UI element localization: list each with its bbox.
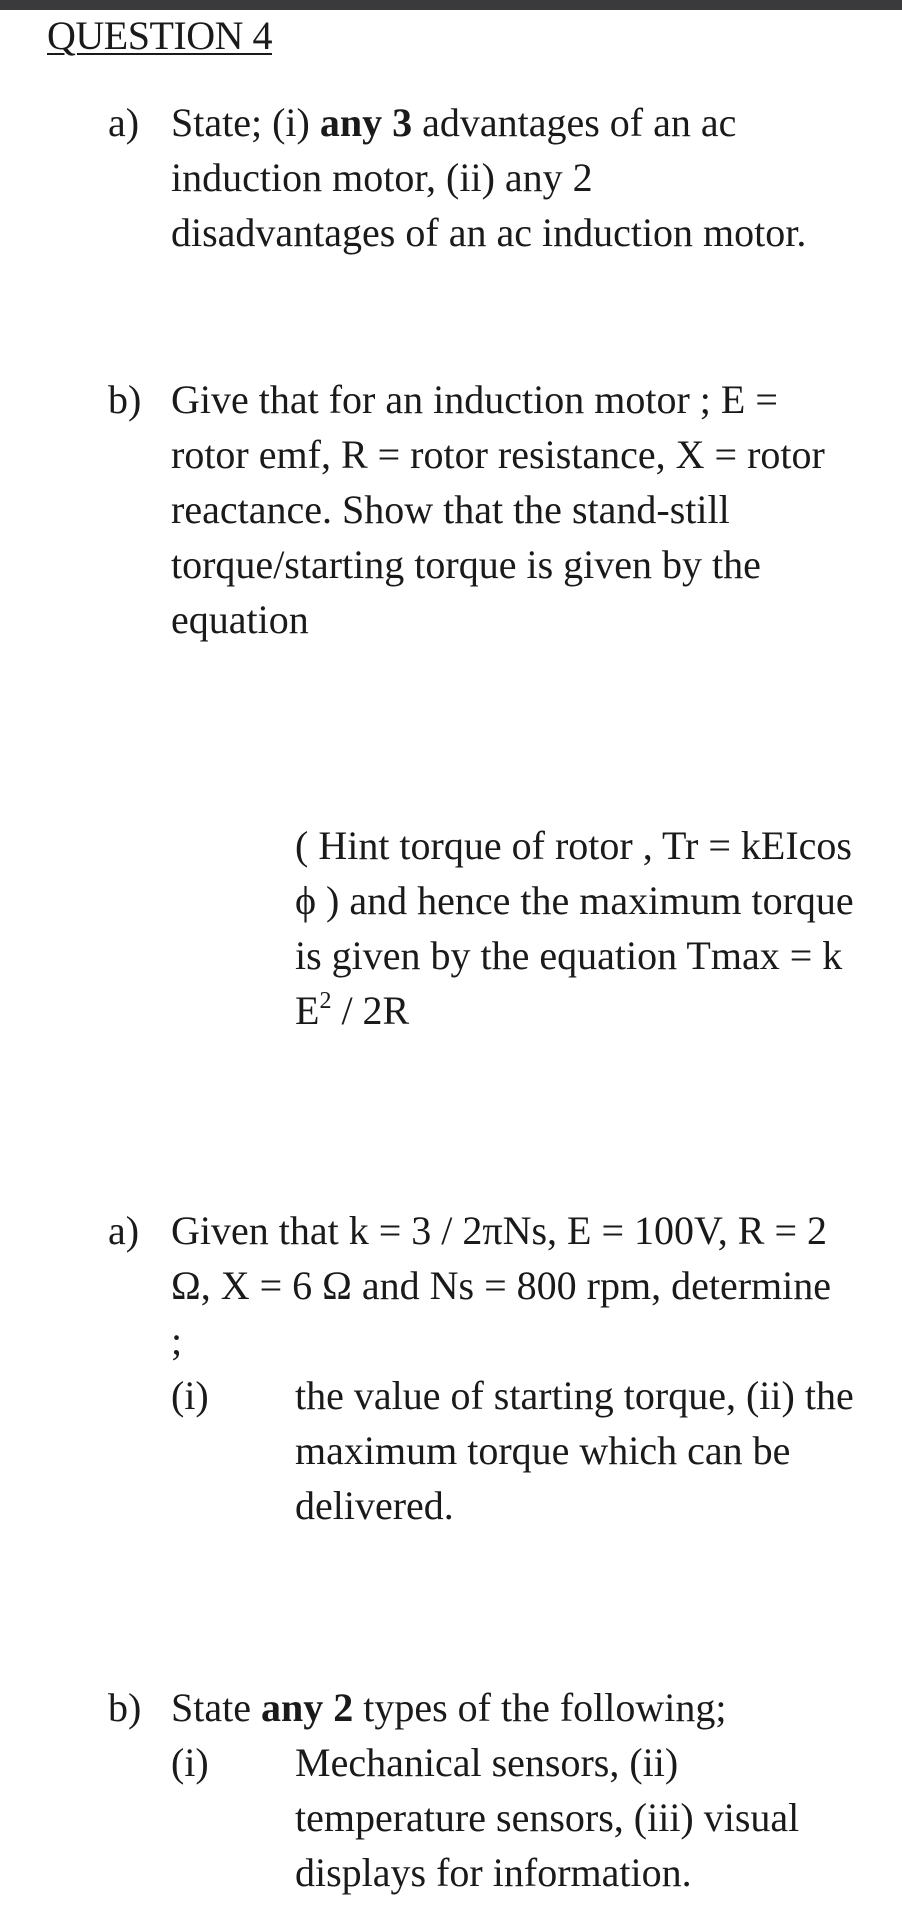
question-heading: QUESTION 4 (47, 13, 272, 58)
part-b2-subitem (171, 1735, 868, 1900)
hint-text: ( Hint torque of rotor , Tr = kEIcos ϕ ) and hence the maximum torque is given by the equation Tmax = k E (295, 823, 854, 1033)
hint-block (295, 818, 855, 1038)
part-b2-sub-label: (i) (171, 1740, 209, 1785)
hint-tail: / 2R (331, 988, 410, 1033)
part-a-text-pre: State; (i) (171, 100, 320, 145)
hint-superscript: 2 (319, 988, 332, 1014)
part-a-calculation (108, 1203, 868, 1533)
part-b2-text-pre: State (171, 1685, 261, 1730)
part-b-text: Give that for an induction motor ; E = rotor emf, R = rotor resistance, X = rotor reactance. Show that the stand-still torque/starting torque is given by the equation (171, 377, 825, 642)
part-a2-text: Given that k = 3 / 2πNs, E = 100V, R = 2 Ω, X = 6 Ω and Ns = 800 rpm, determine ; (171, 1208, 832, 1363)
part-b2-text-bold: any 2 (260, 1685, 354, 1730)
part-b2-sub-text: Mechanical sensors, (ii) temperature sensors, (iii) visual displays for information. (295, 1740, 800, 1895)
part-a2-subitem (171, 1368, 868, 1533)
part-b2-label: b) (108, 1685, 142, 1730)
part-a-text-bold: any 3 (319, 100, 413, 145)
part-b2-text-post: types of the following; (353, 1685, 727, 1730)
part-b-torque-derivation (108, 372, 868, 647)
part-a-text-post: advantages of an ac induction motor, (ii) any 2 disadvantages of an ac induction motor. (171, 100, 807, 255)
part-a2-sub-text: the value of starting torque, (ii) the maximum torque which can be delivered. (295, 1373, 854, 1528)
part-b-sensors (108, 1680, 868, 1900)
part-a2-label: a) (108, 1208, 140, 1253)
part-a-text (171, 95, 811, 260)
part-a2-sub-label: (i) (171, 1373, 209, 1418)
part-a-advantages (108, 95, 868, 260)
part-a-label: a) (108, 100, 140, 145)
part-b2-text (171, 1680, 861, 1735)
top-bar (0, 0, 902, 10)
part-b-label: b) (108, 377, 142, 422)
